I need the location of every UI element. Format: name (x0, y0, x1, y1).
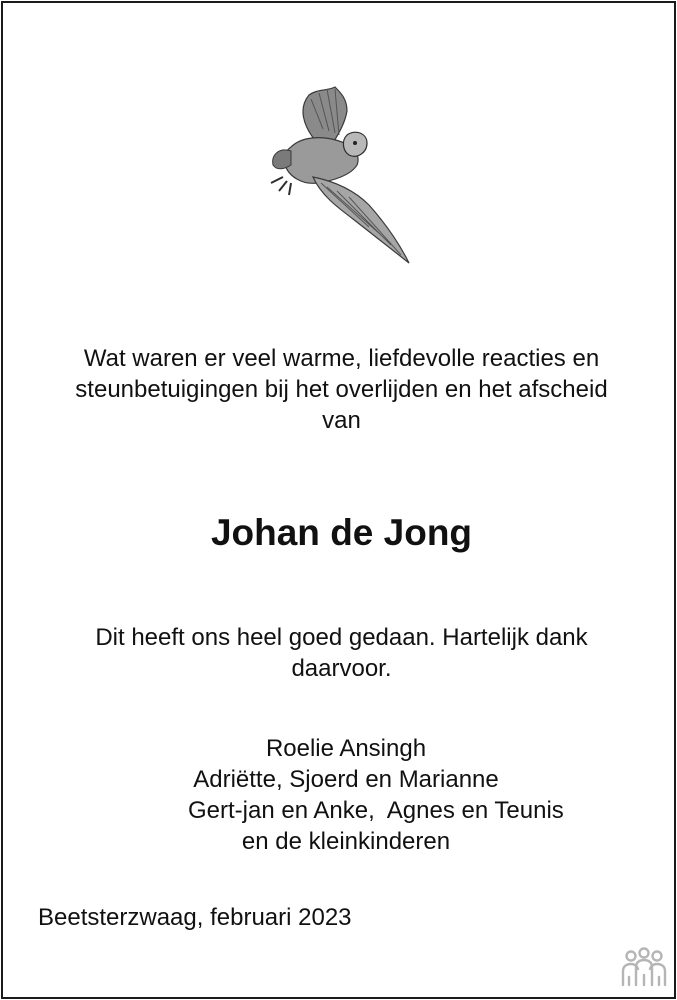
owl-icon (261, 85, 417, 267)
intro-line: Wat waren er veel warme, liefdevolle reacties en (83, 345, 600, 372)
signer-line: Gert-jan en Anke, Agnes en Teunis (188, 797, 564, 824)
intro-line: steunbetuigingen bij het overlijden en het afscheid (75, 376, 608, 403)
obituary-card (1, 1, 676, 999)
people-group-icon (619, 947, 669, 989)
signers-block (188, 733, 564, 857)
intro-line: van (322, 407, 361, 434)
thanks-line: Dit heeft ons heel goed gedaan. Hartelijk dank (95, 624, 588, 651)
place-date: Beetsterzwaag, februari 2023 (38, 904, 352, 931)
thanks-text (3, 622, 677, 684)
intro-text (3, 343, 677, 436)
deceased-name: Johan de Jong (210, 512, 473, 553)
thanks-line: daarvoor. (291, 655, 392, 682)
signer-line: Roelie Ansingh (265, 735, 427, 762)
signer-line: Adriëtte, Sjoerd en Marianne (193, 766, 499, 793)
owl-tail (273, 150, 291, 169)
owl-talons (271, 177, 291, 195)
signer-line: en de kleinkinderen (241, 828, 451, 855)
